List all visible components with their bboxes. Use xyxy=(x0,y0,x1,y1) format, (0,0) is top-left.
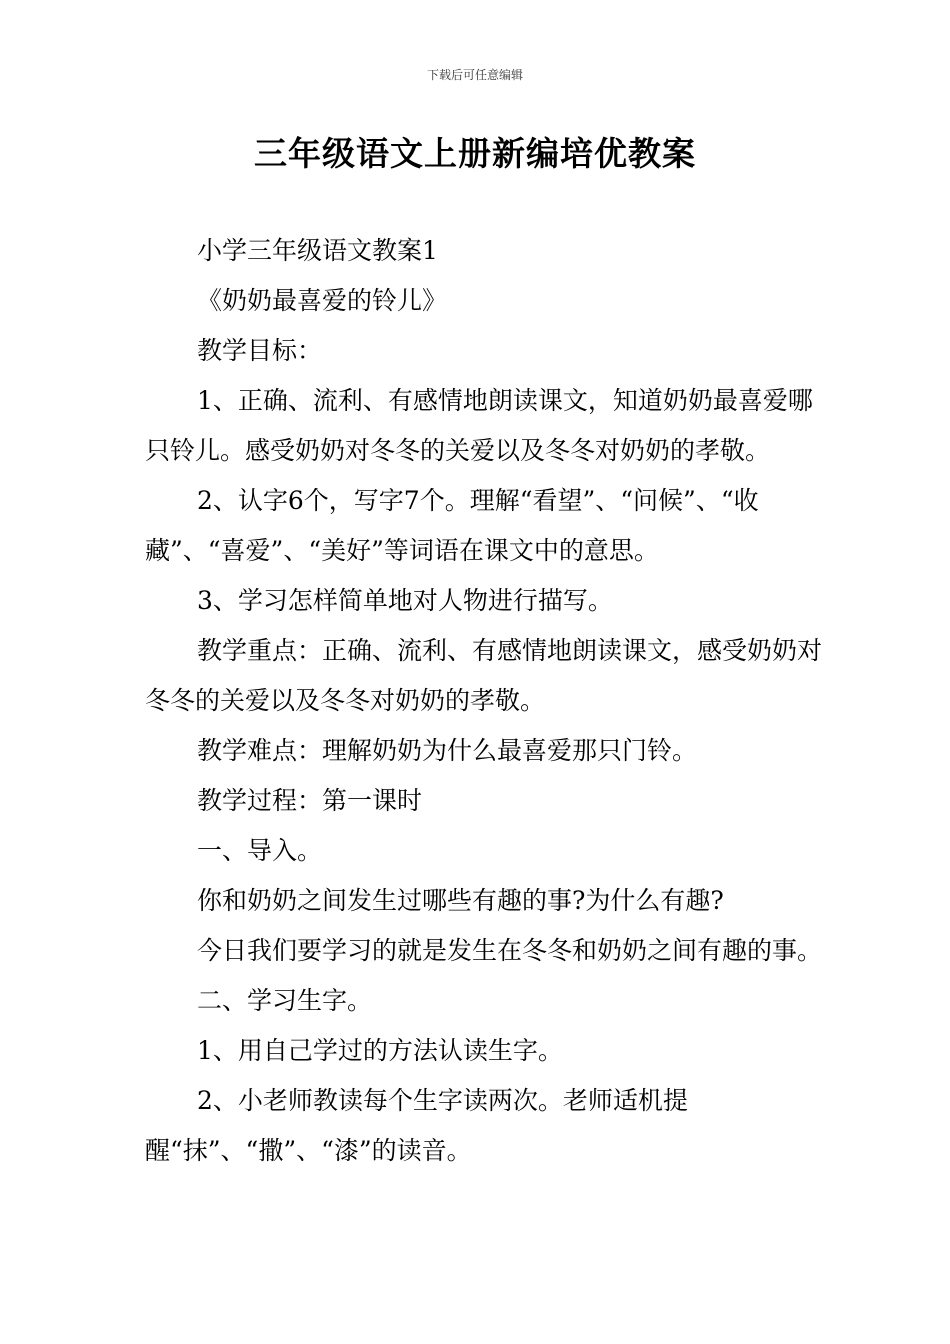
page-header-note: 下载后可任意编辑 xyxy=(426,68,523,82)
paragraph: 一、导入。 xyxy=(197,836,323,865)
document-body xyxy=(145,226,825,1176)
paragraph: 教学过程：第一课时 xyxy=(197,786,423,815)
document-title: 三年级语文上册新编培优教案 xyxy=(254,134,696,173)
paragraph: 小学三年级语文教案1 xyxy=(197,236,438,265)
paragraph: 二、学习生字。 xyxy=(197,986,373,1015)
paragraph: 今日我们要学习的就是发生在冬冬和奶奶之间有趣的事。 xyxy=(197,936,823,965)
paragraph: 《奶奶最喜爱的铃儿》 xyxy=(197,286,448,315)
paragraph: 教学重点：正确、流利、有感情地朗读课文，感受奶奶对冬冬的关爱以及冬冬对奶奶的孝敬。 xyxy=(145,636,823,715)
paragraph: 2、认字6个，写字7个。理解“看望”、“问候”、“收藏”、“喜爱”、“美好”等词语在课文中的意思。 xyxy=(145,486,759,565)
paragraph: 1、用自己学过的方法认读生字。 xyxy=(197,1036,563,1065)
paragraph: 教学难点：理解奶奶为什么最喜爱那只门铃。 xyxy=(197,736,698,765)
paragraph: 2、小老师教读每个生字读两次。老师适机提醒“抹”、“撒”、“漆”的读音。 xyxy=(145,1086,688,1165)
paragraph: 你和奶奶之间发生过哪些有趣的事?为什么有趣? xyxy=(197,886,724,915)
paragraph: 教学目标： xyxy=(197,336,323,365)
paragraph: 3、学习怎样简单地对人物进行描写。 xyxy=(197,586,613,615)
paragraph: 1、正确、流利、有感情地朗读课文，知道奶奶最喜爱哪只铃儿。感受奶奶对冬冬的关爱以及冬冬对奶奶的孝敬。 xyxy=(145,386,813,465)
